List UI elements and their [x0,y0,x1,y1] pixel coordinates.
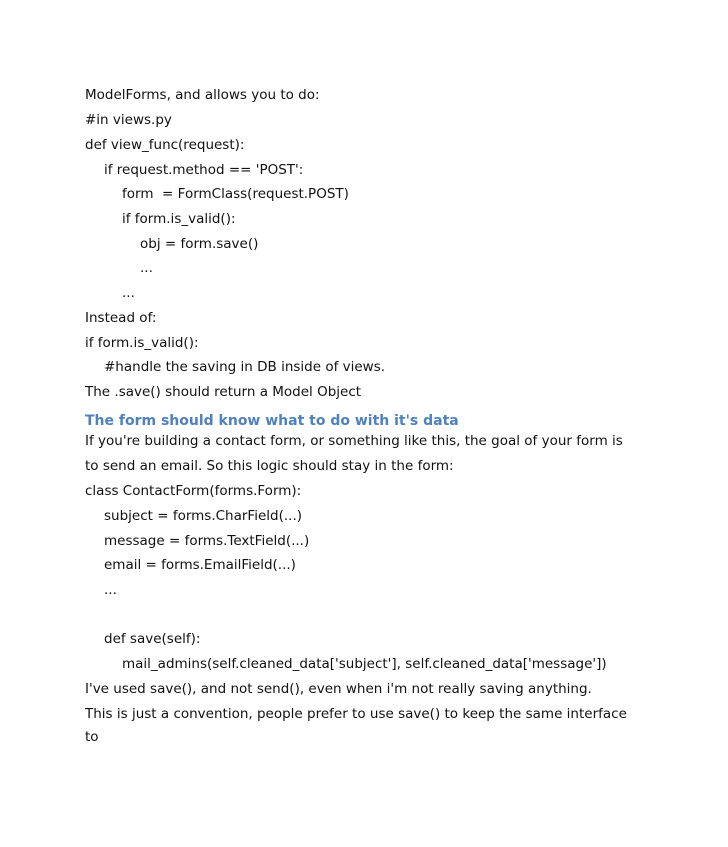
code-line: message = forms.TextField(...) [104,533,310,549]
code-line: ... [104,582,117,598]
text-line: Instead of: [85,310,157,326]
text-line: If you're building a contact form, or something like this, the goal of your form is [85,433,623,449]
code-line: ... [140,260,153,276]
text-line: This is just a convention, people prefer to use save() to keep the same interface [85,706,627,722]
code-line: if request.method == 'POST': [104,162,304,178]
text-line: The .save() should return a Model Object [85,384,362,400]
code-line: form = FormClass(request.POST) [122,186,349,202]
text-line: ModelForms, and allows you to do: [85,87,320,103]
text-line: to [85,729,99,745]
code-comment-line: #handle the saving in DB inside of views. [104,359,386,375]
text-line: to send an email. So this logic should stay in the form: [85,458,454,474]
code-comment-line: #in views.py [85,112,172,128]
code-line: email = forms.EmailField(...) [104,557,296,573]
section-heading: The form should know what to do with it's data [85,413,459,429]
code-line: if form.is_valid(): [85,335,199,351]
code-line: def save(self): [104,631,201,647]
code-line: class ContactForm(forms.Form): [85,483,302,499]
code-line: subject = forms.CharField(...) [104,508,302,524]
code-line: obj = form.save() [140,236,259,252]
code-line: mail_admins(self.cleaned_data['subject'], self.cleaned_data['message']) [122,656,607,672]
code-line: if form.is_valid(): [122,211,236,227]
text-line: I've used save(), and not send(), even when i'm not really saving anything. [85,681,592,697]
code-line: ... [122,285,135,301]
code-line: def view_func(request): [85,137,245,153]
